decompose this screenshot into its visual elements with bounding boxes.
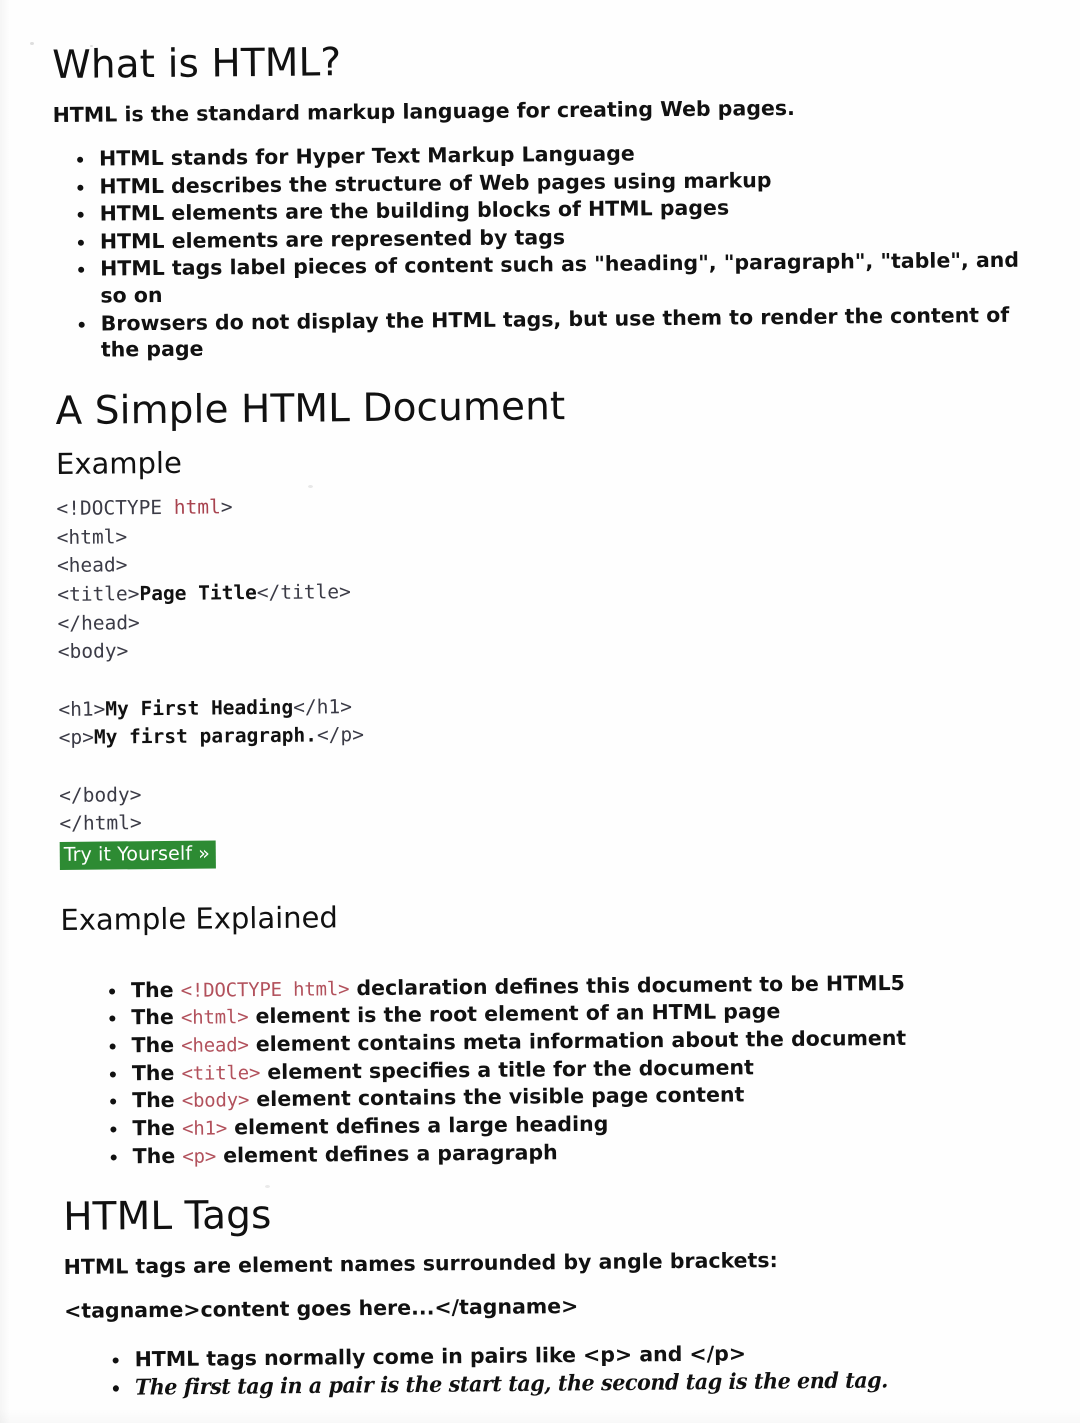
example-explained-bullet-list xyxy=(61,968,1043,1170)
bullet-text: The first tag in a pair is the start tag, the second tag is the end tag. xyxy=(134,1366,889,1400)
code-token-content: Page Title xyxy=(139,581,257,606)
code-token-tag: </title> xyxy=(256,580,351,605)
bullet-text-prefix: The xyxy=(131,1060,182,1085)
code-token-tag: <html> xyxy=(56,525,128,549)
bullet-text-suffix: element contains the visible page content xyxy=(249,1082,745,1112)
what-is-html-bullet-list xyxy=(53,136,1035,364)
html-tags-bullet-list xyxy=(65,1337,1045,1401)
scan-speck xyxy=(30,42,34,45)
code-token-tag: </p> xyxy=(316,723,365,747)
bullet-text: like <p> and </p> xyxy=(527,1341,747,1368)
code-token-tag: </h1> xyxy=(293,694,352,719)
section-heading-what-is-html: What is HTML? xyxy=(51,40,342,88)
list-item: HTML stands for Hyper Text Markup Language xyxy=(53,136,1033,172)
bullet-text-prefix: The xyxy=(131,1032,182,1058)
code-token-tag: </head> xyxy=(57,610,140,635)
html-tags-intro: HTML tags are element names surrounded by angle brackets: xyxy=(63,1248,778,1279)
inline-code-token: <head> xyxy=(181,1034,249,1057)
subheading-example: Example xyxy=(55,445,183,481)
document-body xyxy=(52,35,1045,1427)
list-item: HTML describes the structure of Web pages using markup xyxy=(53,164,1033,200)
list-item: HTML tags label pieces of content such as "heading", "paragraph", "table", and so on xyxy=(54,247,1034,310)
inline-code-token: <html> xyxy=(180,1006,249,1030)
subheading-example-explained: Example Explained xyxy=(60,900,339,938)
list-item: HTML elements are represented by tags xyxy=(54,219,1034,255)
what-is-html-intro: HTML is the standard markup language for creating Web pages. xyxy=(52,95,795,127)
code-token-tag: </html> xyxy=(59,811,142,836)
try-it-yourself-button[interactable]: Try it Yourself » xyxy=(60,840,216,870)
list-item: HTML elements are the building blocks of HTML pages xyxy=(54,192,1034,228)
code-token-content: My first paragraph. xyxy=(93,723,318,749)
list-item: Browsers do not display the HTML tags, but use them to render the content of the page xyxy=(55,301,1035,364)
bullet-text-suffix: element defines a large heading xyxy=(226,1111,609,1140)
scan-edge-shadow-left xyxy=(0,0,10,1423)
bullet-text: HTML tags normally come xyxy=(134,1344,442,1372)
code-token-tag: <h1> xyxy=(58,697,106,721)
code-token-tag: <p> xyxy=(58,725,95,750)
inline-code-token: <p> xyxy=(182,1145,217,1168)
code-token-attr: html xyxy=(173,495,221,519)
code-token-tag: <!DOCTYPE xyxy=(56,495,174,521)
code-token-tag: <head> xyxy=(56,553,128,578)
bullet-text-suffix: element specifies a title for the document xyxy=(260,1054,754,1084)
section-heading-simple-document: A Simple HTML Document xyxy=(55,384,566,435)
html-code-example xyxy=(56,486,1039,839)
bullet-text-suffix: declaration defines this document to be HTML5 xyxy=(349,970,905,1000)
code-token-content: My First Heading xyxy=(105,695,294,721)
code-token-tag: > xyxy=(220,495,233,519)
bullet-text-prefix: The xyxy=(132,1088,182,1113)
bullet-text-prefix: The xyxy=(132,1143,183,1168)
section-heading-html-tags: HTML Tags xyxy=(63,1193,272,1241)
code-token-tag: </body> xyxy=(59,782,142,807)
inline-code-token: <body> xyxy=(181,1089,250,1113)
bullet-text-prefix: The xyxy=(130,977,181,1002)
bullet-text-suffix: element defines a paragraph xyxy=(215,1139,558,1168)
inline-code-token: <!DOCTYPE html> xyxy=(180,977,350,1002)
bullet-text-prefix: The xyxy=(132,1115,183,1141)
code-token-tag: <body> xyxy=(57,639,129,664)
bullet-text-suffix: element contains meta information about the document xyxy=(248,1025,907,1057)
code-token-tag: <title> xyxy=(57,582,140,606)
bullet-text-suffix: element is the root element of an HTML page xyxy=(248,999,781,1029)
bullet-text-prefix: The xyxy=(131,1005,182,1030)
bullet-text-bold: in pairs xyxy=(441,1343,528,1369)
inline-code-token: <h1> xyxy=(181,1117,228,1140)
tagname-syntax-line: <tagname>content goes here...</tagname> xyxy=(64,1294,579,1324)
inline-code-token: <title> xyxy=(181,1061,261,1085)
